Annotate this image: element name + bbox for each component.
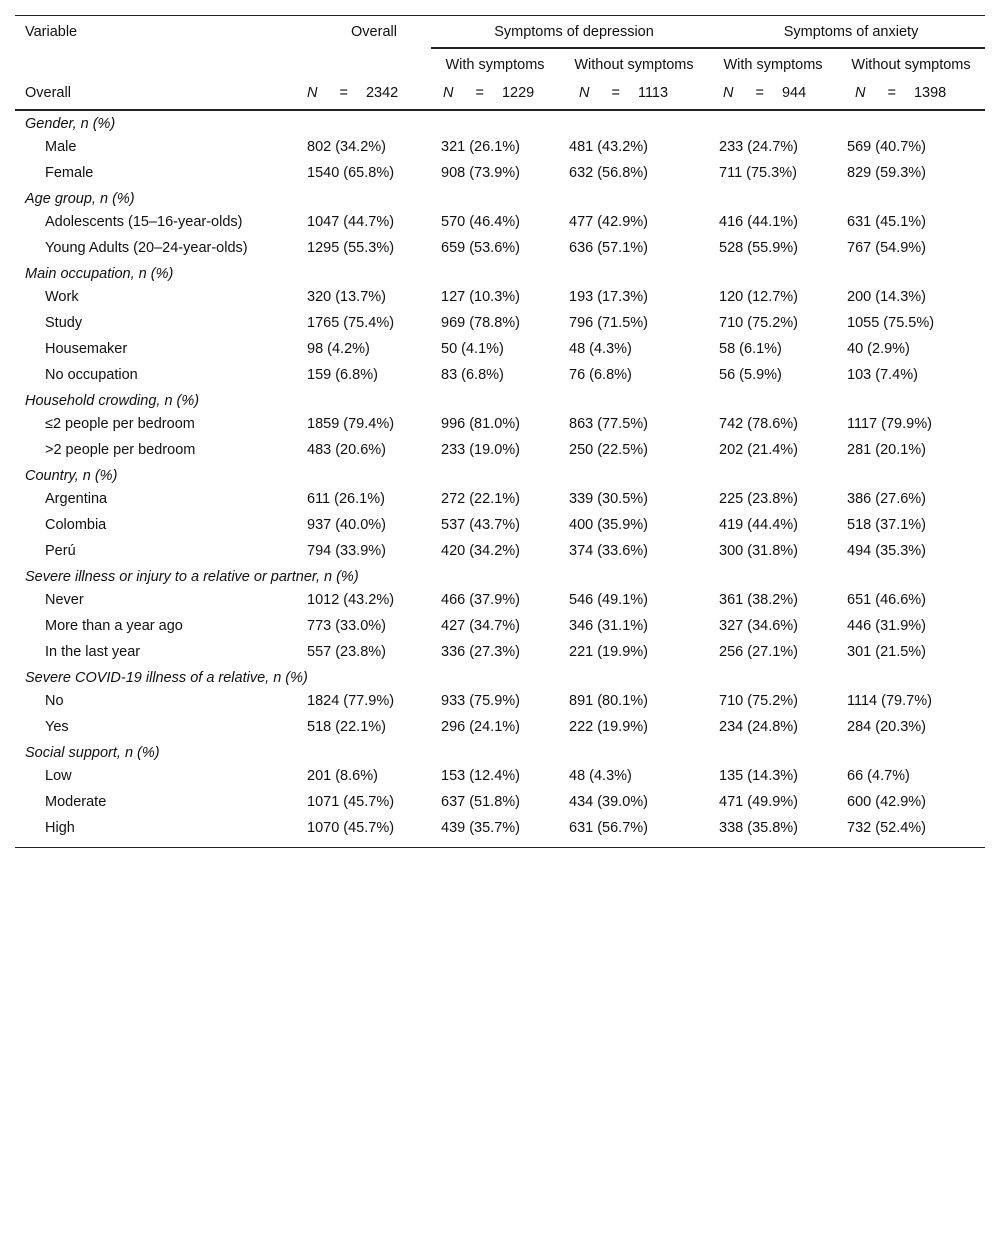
table-cell: 321 (26.1%) [441,139,520,155]
table-cell: 710 (75.2%) [719,315,799,331]
table-cell: 250 (22.5%) [569,442,648,458]
table-cell: 969 (78.8%) [441,315,520,331]
table-cell: 361 (38.2%) [719,592,799,608]
table-cell: 222 (19.9%) [569,719,648,735]
table-cell: 120 (12.7%) [719,289,799,305]
table-cell: 66 (4.7%) [847,768,910,784]
table-cell: 374 (33.6%) [569,543,648,559]
table-cell: 338 (35.8%) [719,820,799,836]
row-label: Argentina [45,491,108,507]
row-label: Young Adults (20–24-year-olds) [45,240,248,256]
table-cell: 58 (6.1%) [719,341,782,357]
n-anx-without: N = 1398 [855,85,947,101]
section-header-row [15,463,985,486]
header-anx-with: With symptoms [723,57,823,73]
table-row [15,235,985,261]
table-cell: 1012 (43.2%) [307,592,395,608]
table-cell: 83 (6.8%) [441,367,504,383]
table-cell: 481 (43.2%) [569,139,648,155]
row-label: High [45,820,75,836]
table-cell: 201 (8.6%) [307,768,378,784]
row-label: >2 people per bedroom [45,442,196,458]
table-cell: 419 (44.4%) [719,517,799,533]
header-variable: Variable [25,24,78,40]
table-cell: 234 (24.8%) [719,719,799,735]
table-cell: 153 (12.4%) [441,768,520,784]
table-cell: 202 (21.4%) [719,442,799,458]
table-cell: 1070 (45.7%) [307,820,395,836]
table-row [15,160,985,186]
table-cell: 829 (59.3%) [847,165,927,181]
table-cell: 446 (31.9%) [847,618,927,634]
section-header-row [15,186,985,209]
row-label: Colombia [45,517,107,533]
table-cell: 570 (46.4%) [441,214,520,230]
n-row-label: Overall [25,85,71,101]
row-label: In the last year [45,644,141,660]
header-group-depression: Symptoms of depression [431,16,709,49]
table-cell: 1055 (75.5%) [847,315,935,331]
table-cell: 439 (35.7%) [441,820,520,836]
table-cell: 50 (4.1%) [441,341,504,357]
header-overall: Overall [351,24,397,40]
section-title: Country, n (%) [25,468,118,484]
table-cell: 732 (52.4%) [847,820,927,836]
table-cell: 434 (39.0%) [569,794,648,810]
row-label: No occupation [45,367,138,383]
table-cell: 221 (19.9%) [569,644,648,660]
table-cell: 546 (49.1%) [569,592,648,608]
section-header-row [15,740,985,763]
table-cell: 386 (27.6%) [847,491,927,507]
table-cell: 225 (23.8%) [719,491,799,507]
table-cell: 1117 (79.9%) [847,416,932,432]
table-cell: 40 (2.9%) [847,341,910,357]
table-row [15,284,985,310]
table-cell: 1114 (79.7%) [847,693,932,709]
row-label: Study [45,315,83,331]
table-cell: 996 (81.0%) [441,416,520,432]
table-cell: 569 (40.7%) [847,139,927,155]
table-header [15,16,985,111]
table-cell: 1540 (65.8%) [307,165,395,181]
table-cell: 56 (5.9%) [719,367,782,383]
row-label: Perú [45,543,76,559]
table-cell: 48 (4.3%) [569,341,632,357]
table-cell: 127 (10.3%) [441,289,520,305]
table-cell: 76 (6.8%) [569,367,632,383]
table-cell: 233 (19.0%) [441,442,520,458]
table-row [15,336,985,362]
section-header-row [15,388,985,411]
table-cell: 611 (26.1%) [307,491,385,507]
header-dep-without: Without symptoms [574,57,694,73]
table-row [15,613,985,639]
table-row [15,815,985,841]
table-cell: 659 (53.6%) [441,240,520,256]
table-row [15,639,985,665]
table-cell: 863 (77.5%) [569,416,648,432]
table-row [15,688,985,714]
table-row [15,310,985,336]
table-cell: 1295 (55.3%) [307,240,395,256]
table-row [15,714,985,740]
table-row [15,763,985,789]
table-cell: 1765 (75.4%) [307,315,395,331]
table-cell: 483 (20.6%) [307,442,386,458]
table-cell: 802 (34.2%) [307,139,386,155]
table-cell: 494 (35.3%) [847,543,927,559]
table-cell: 631 (45.1%) [847,214,927,230]
section-title: Severe COVID-19 illness of a relative, n (%) [25,670,308,686]
table-cell: 471 (49.9%) [719,794,799,810]
table-cell: 135 (14.3%) [719,768,799,784]
table-cell: 600 (42.9%) [847,794,927,810]
table-cell: 537 (43.7%) [441,517,520,533]
section-header-row [15,564,985,587]
row-label: Work [45,289,79,305]
table-cell: 1824 (77.9%) [307,693,395,709]
table-cell: 796 (71.5%) [569,315,648,331]
row-label: Yes [45,719,69,735]
table-cell: 794 (33.9%) [307,543,386,559]
table-cell: 933 (75.9%) [441,693,520,709]
table-row [15,437,985,463]
n-anx-with: N = 944 [723,85,807,101]
table-cell: 98 (4.2%) [307,341,370,357]
table-cell: 937 (40.0%) [307,517,386,533]
row-label: Male [45,139,77,155]
n-row [15,83,985,110]
section-title: Household crowding, n (%) [25,393,200,409]
table-cell: 891 (80.1%) [569,693,648,709]
table-cell: 636 (57.1%) [569,240,648,256]
table-cell: 1859 (79.4%) [307,416,395,432]
table-cell: 159 (6.8%) [307,367,378,383]
table-cell: 346 (31.1%) [569,618,648,634]
table-cell: 651 (46.6%) [847,592,927,608]
table-cell: 336 (27.3%) [441,644,520,660]
row-label: More than a year ago [45,618,183,634]
table-cell: 632 (56.8%) [569,165,648,181]
section-title: Severe illness or injury to a relative or partner, n (%) [25,569,359,585]
table-cell: 48 (4.3%) [569,768,632,784]
header-anx-without: Without symptoms [851,57,971,73]
section-header-row [15,110,985,134]
section-title: Main occupation, n (%) [25,266,174,282]
data-table [15,15,985,848]
table-cell: 711 (75.3%) [719,165,797,181]
table-cell: 301 (21.5%) [847,644,927,660]
table-cell: 631 (56.7%) [569,820,648,836]
table-cell: 427 (34.7%) [441,618,520,634]
table-row [15,587,985,613]
row-label: Moderate [45,794,107,810]
n-dep-with: N = 1229 [443,85,535,101]
row-label: Low [45,768,72,784]
table-cell: 518 (22.1%) [307,719,386,735]
row-label: Female [45,165,94,181]
section-header-row [15,665,985,688]
table-cell: 320 (13.7%) [307,289,386,305]
section-title: Gender, n (%) [25,116,116,132]
row-label: ≤2 people per bedroom [45,416,195,432]
table-row [15,789,985,815]
section-header-row [15,261,985,284]
row-label: Housemaker [45,341,128,357]
row-label: Never [45,592,84,608]
table-cell: 296 (24.1%) [441,719,520,735]
table-cell: 773 (33.0%) [307,618,386,634]
header-dep-with: With symptoms [445,57,545,73]
table-cell: 284 (20.3%) [847,719,927,735]
table-cell: 233 (24.7%) [719,139,799,155]
table-cell: 908 (73.9%) [441,165,520,181]
row-label: Adolescents (15–16-year-olds) [45,214,243,230]
table-cell: 339 (30.5%) [569,491,648,507]
table-cell: 281 (20.1%) [847,442,927,458]
table-cell: 256 (27.1%) [719,644,799,660]
table-cell: 300 (31.8%) [719,543,799,559]
table-cell: 200 (14.3%) [847,289,927,305]
header-group-anxiety: Symptoms of anxiety [709,16,985,49]
table-cell: 416 (44.1%) [719,214,799,230]
section-title: Social support, n (%) [25,745,160,761]
table-cell: 1047 (44.7%) [307,214,395,230]
table-cell: 710 (75.2%) [719,693,799,709]
table-cell: 272 (22.1%) [441,491,520,507]
table-container [15,15,985,848]
table-cell: 557 (23.8%) [307,644,386,660]
row-label: No [45,693,64,709]
section-title: Age group, n (%) [25,191,135,207]
n-overall: N = 2342 [307,85,399,101]
table-cell: 767 (54.9%) [847,240,927,256]
table-cell: 103 (7.4%) [847,367,918,383]
table-cell: 1071 (45.7%) [307,794,395,810]
table-cell: 637 (51.8%) [441,794,520,810]
table-cell: 466 (37.9%) [441,592,520,608]
table-cell: 477 (42.9%) [569,214,648,230]
table-cell: 528 (55.9%) [719,240,799,256]
table-cell: 400 (35.9%) [569,517,648,533]
table-row [15,362,985,388]
n-dep-without: N = 1113 [579,85,669,101]
table-cell: 327 (34.6%) [719,618,799,634]
table-row [15,134,985,160]
table-row [15,486,985,512]
table-cell: 193 (17.3%) [569,289,648,305]
table-cell: 742 (78.6%) [719,416,799,432]
table-row [15,209,985,235]
table-row [15,411,985,437]
table-row [15,538,985,564]
table-body [15,110,985,841]
table-cell: 420 (34.2%) [441,543,520,559]
table-cell: 518 (37.1%) [847,517,927,533]
table-row [15,512,985,538]
